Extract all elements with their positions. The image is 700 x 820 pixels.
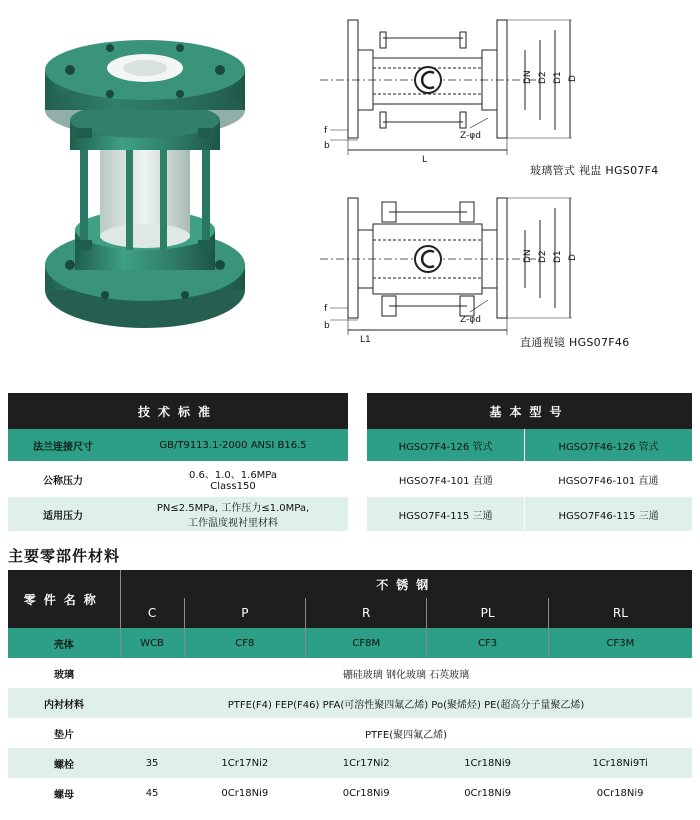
grade-header: C	[120, 598, 184, 628]
materials-section-title: 主要零部件材料	[8, 547, 121, 565]
table-row	[8, 778, 692, 808]
table-row	[367, 497, 692, 531]
grade-header: RL	[548, 598, 692, 628]
model-cell: HGSO7F46-126 管式	[525, 429, 692, 461]
drawing-caption-bottom: 直通视镜 HGS07F46	[520, 336, 630, 349]
material-cell: 0Cr18Ni9	[306, 778, 427, 808]
material-cell: 0Cr18Ni9	[427, 778, 548, 808]
dim-label-l1: L1	[360, 335, 371, 345]
dim-label-d1: D1	[553, 71, 563, 84]
row-value-line: 工作温度视衬里材料	[188, 518, 278, 529]
dim-label-d: D	[568, 75, 578, 82]
material-cell: 45	[120, 778, 184, 808]
dim-label-dn: DN	[523, 249, 533, 263]
dim-label-d2: D2	[538, 250, 548, 263]
tech-standard-table	[8, 393, 348, 531]
part-name: 内衬材料	[8, 688, 120, 718]
material-cell: 硼硅玻璃 钢化玻璃 石英玻璃	[120, 658, 692, 688]
dim-label-zd: Z-φd	[460, 131, 481, 141]
model-cell: HGSO7F46-101 直通	[525, 461, 692, 497]
part-name: 壳体	[8, 628, 120, 658]
drawing-straight-type	[310, 190, 700, 345]
row-value-line: 0.6、1.0、1.6MPa	[188, 470, 278, 481]
table-row	[8, 497, 348, 531]
material-cell: 0Cr18Ni9	[548, 778, 692, 808]
part-name: 垫片	[8, 718, 120, 748]
material-cell: WCB	[120, 628, 184, 658]
model-cell: HGSO7F4-101 直通	[367, 461, 525, 497]
dim-label-dn: DN	[523, 70, 533, 84]
drawing-caption-top: 玻璃管式 视盅 HGS07F4	[530, 164, 659, 177]
row-value: GB/T9113.1-2000 ANSI B16.5	[118, 429, 348, 461]
material-cell: PTFE(F4) FEP(F46) PFA(可溶性聚四氟乙烯) Po(聚烯烃) PE(超高分子量聚乙烯)	[120, 688, 692, 718]
material-cell: 1Cr17Ni2	[184, 748, 305, 778]
part-name: 螺母	[8, 778, 120, 808]
table-row	[8, 429, 348, 461]
model-cell: HGSO7F4-126 管式	[367, 429, 525, 461]
row-label: 公称压力	[8, 461, 118, 497]
dim-label-f: f	[324, 304, 328, 314]
model-cell: HGSO7F46-115 三通	[525, 497, 692, 531]
basic-model-header: 基本型号	[367, 393, 692, 429]
table-row	[8, 748, 692, 778]
row-value-line: Class150	[210, 481, 256, 492]
part-name: 玻璃	[8, 658, 120, 688]
grade-header: R	[306, 598, 427, 628]
material-cell: CF3M	[548, 628, 692, 658]
materials-table	[8, 570, 692, 808]
table-row	[367, 461, 692, 497]
material-cell: CF8M	[306, 628, 427, 658]
dim-label-f: f	[324, 126, 328, 136]
tech-standard-header: 技术标准	[8, 393, 348, 429]
grade-header: P	[184, 598, 305, 628]
material-cell: CF3	[427, 628, 548, 658]
basic-model-table	[367, 393, 692, 531]
material-cell: PTFE(聚四氟乙烯)	[120, 718, 692, 748]
dim-label-zd: Z-φd	[460, 315, 481, 325]
table-row	[367, 429, 692, 461]
table-row	[8, 688, 692, 718]
row-value	[118, 461, 348, 497]
dim-label-b: b	[324, 141, 330, 151]
part-name: 螺栓	[8, 748, 120, 778]
drawing-tube-type	[310, 10, 700, 170]
material-cell: 1Cr18Ni9	[427, 748, 548, 778]
part-name-header: 零件名称	[8, 570, 120, 628]
table-row	[8, 718, 692, 748]
dim-label-l: L	[422, 155, 428, 165]
material-cell: 35	[120, 748, 184, 778]
row-label: 适用压力	[8, 497, 118, 531]
material-cell: 1Cr17Ni2	[306, 748, 427, 778]
dim-label-d: D	[568, 254, 578, 261]
dim-label-d1: D1	[553, 250, 563, 263]
material-cell: CF8	[184, 628, 305, 658]
material-cell: 1Cr18Ni9Ti	[548, 748, 692, 778]
table-row	[8, 461, 348, 497]
stainless-steel-header: 不锈钢	[120, 570, 692, 598]
dim-label-b: b	[324, 321, 330, 331]
sight-glass-photo	[40, 40, 250, 340]
dim-label-d2: D2	[538, 71, 548, 84]
row-label: 法兰连接尺寸	[8, 429, 118, 461]
model-cell: HGSO7F4-115 三通	[367, 497, 525, 531]
row-value-line: PN≤2.5MPa, 工作压力≤1.0MPa,	[156, 503, 310, 514]
material-cell: 0Cr18Ni9	[184, 778, 305, 808]
table-row	[8, 658, 692, 688]
table-row	[8, 628, 692, 658]
grade-header: PL	[427, 598, 548, 628]
row-value	[118, 497, 348, 531]
